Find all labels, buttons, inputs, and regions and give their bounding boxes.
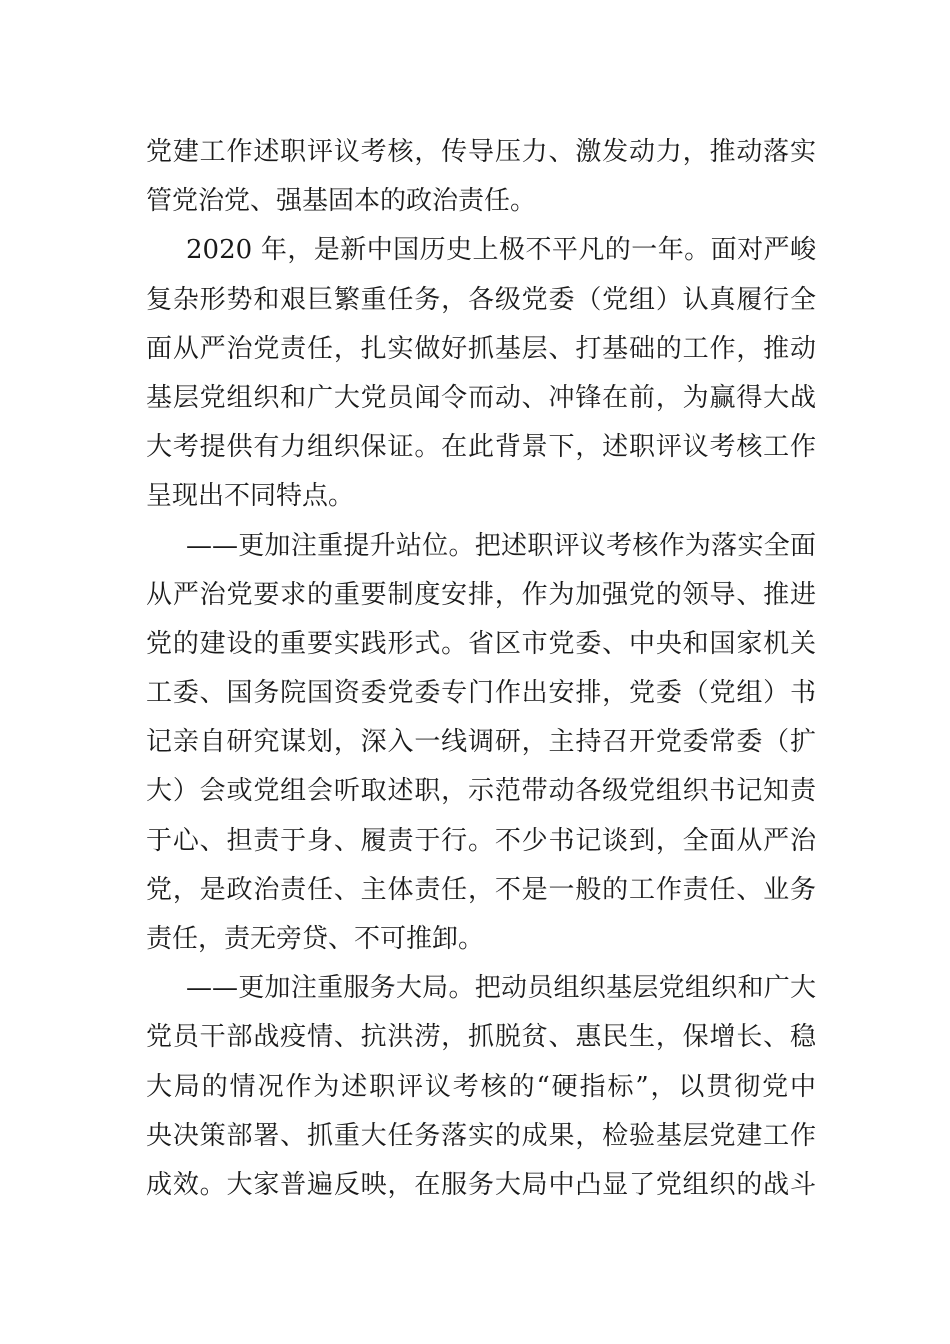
text-line: 党，是政治责任、主体责任，不是一般的工作责任、业务 (146, 874, 816, 905)
paragraph-4 (146, 964, 816, 1210)
text-line: 复杂形势和艰巨繁重任务，各级党委（党组）认真履行全 (146, 284, 816, 315)
text-line: 大局的情况作为述职评议考核的“硬指标”，以贯彻党中 (146, 1071, 816, 1102)
text-line: 大）会或党组会听取述职，示范带动各级党组织书记知责 (146, 776, 816, 807)
document-page (146, 128, 816, 1210)
paragraph-3 (146, 522, 816, 965)
text-line: 2020 年，是新中国历史上极不平凡的一年。面对严峻 (186, 235, 816, 266)
text-line: 党的建设的重要实践形式。省区市党委、中央和国家机关 (146, 628, 816, 659)
paragraph-2 (146, 226, 816, 521)
text-line: 面从严治党责任，扎实做好抓基层、打基础的工作，推动 (146, 333, 816, 364)
text-line: 大考提供有力组织保证。在此背景下，述职评议考核工作 (146, 432, 816, 463)
text-line: ——更加注重提升站位。把述职评议考核作为落实全面 (186, 530, 816, 561)
text-line: 记亲自研究谋划，深入一线调研，主持召开党委常委（扩 (146, 727, 816, 758)
text-line: 基层党组织和广大党员闻令而动、冲锋在前，为赢得大战 (146, 382, 816, 413)
text-line: 呈现出不同特点。 (146, 481, 355, 512)
text-line: 工委、国务院国资委党委专门作出安排，党委（党组）书 (146, 678, 816, 709)
text-line: 管党治党、强基固本的政治责任。 (146, 186, 537, 217)
text-line: 责任，责无旁贷、不可推卸。 (146, 924, 485, 954)
text-line: 党建工作述职评议考核，传导压力、激发动力，推动落实 (146, 137, 816, 167)
text-line: 从严治党要求的重要制度安排，作为加强党的领导、推进 (146, 579, 816, 610)
text-line: 成效。大家普遍反映，在服务大局中凸显了党组织的战斗 (146, 1169, 816, 1200)
text-line: 央决策部署、抓重大任务落实的成果，检验基层党建工作 (146, 1120, 816, 1151)
text-line: 于心、担责于身、履责于行。不少书记谈到，全面从严治 (146, 825, 816, 856)
text-line: 党员干部战疫情、抗洪涝，抓脱贫、惠民生，保增长、稳 (146, 1022, 816, 1053)
paragraph-1 (146, 128, 816, 226)
text-line: ——更加注重服务大局。把动员组织基层党组织和广大 (186, 973, 816, 1004)
